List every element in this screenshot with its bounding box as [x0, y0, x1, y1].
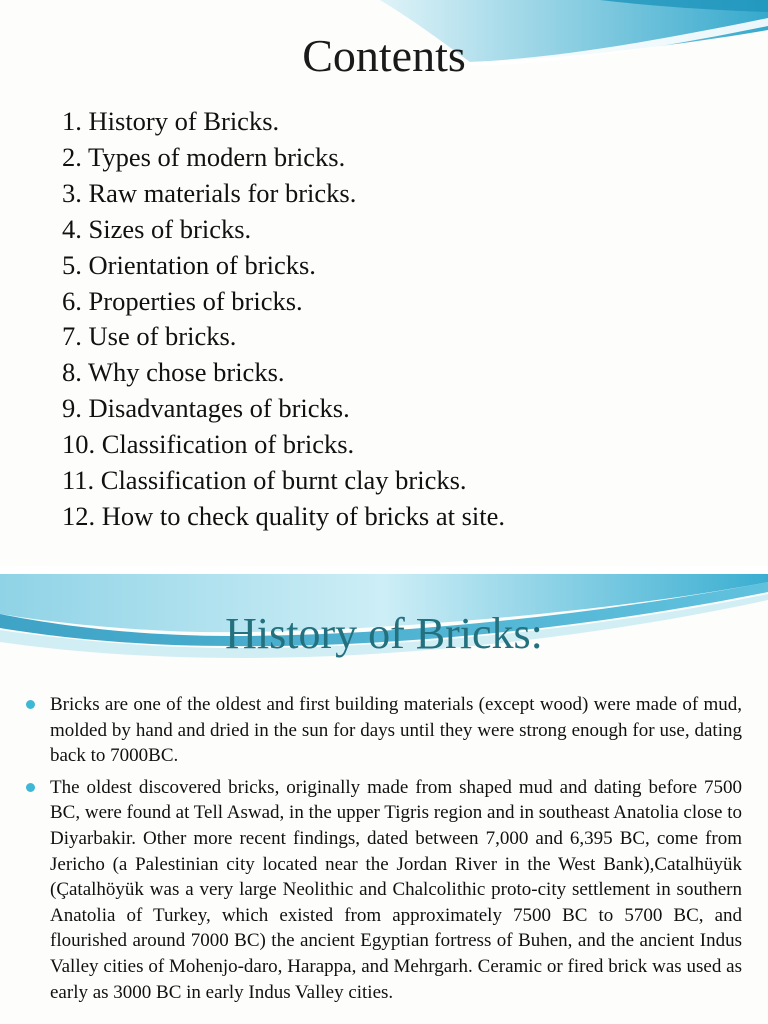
list-item: 3. Raw materials for bricks. — [62, 177, 357, 208]
list-item: 12. How to check quality of bricks at site. — [62, 500, 506, 531]
bullet-text: The oldest discovered bricks, originally made from shaped mud and dating before 7500 BC, were found at Tell Aswad, in the upper Tigris region and in southeast Anatolia close to Diyarbakir. Other more recent findings, dated between 7,000 and 6,395 BC, come from Jericho (a Palestinian city located near the Jordan River in the West Bank),Catalhüyük (Çatalhöyük was a very large Neolithic and Chalcolithic proto-city settlement in southern Anatolia of Turkey, which existed from approximately 7500 BC to 5700 BC, and flourished around 7000 BC) the ancient Egyptian fortress of Buhen, and the ancient Indus Valley cities of Mohenjo-daro, Harappa, and Mehrgarh. Ceramic or fired brick was used as early as 3000 BC in early Indus Valley cities. — [50, 776, 742, 1003]
history-bullets — [50, 692, 742, 1011]
list-item: 6. Properties of bricks. — [62, 285, 303, 316]
history-title: History of Bricks: — [225, 609, 543, 658]
list-item: 7. Use of bricks. — [62, 321, 237, 352]
list-item: 10. Classification of bricks. — [62, 429, 355, 460]
slide-divider — [0, 566, 768, 574]
bullet-dot-icon — [26, 700, 35, 709]
list-item: 9. Disadvantages of bricks. — [62, 393, 350, 424]
contents-list — [62, 104, 505, 535]
list-item: 8. Why chose bricks. — [62, 357, 285, 388]
list-item — [50, 692, 742, 769]
list-item: 11. Classification of burnt clay bricks. — [62, 465, 467, 496]
bullet-text: Bricks are one of the oldest and first building materials (except wood) were made of mud, molded by hand and dried in the sun for days until they were strong enough for use, dating back to 7000BC. — [50, 694, 742, 767]
list-item: 4. Sizes of bricks. — [62, 213, 252, 244]
bullet-dot-icon — [26, 783, 35, 792]
list-item: 2. Types of modern bricks. — [62, 141, 346, 172]
list-item: 1. History of Bricks. — [62, 106, 280, 136]
contents-title: Contents — [302, 30, 466, 81]
list-item — [50, 775, 742, 1005]
list-item: 5. Orientation of bricks. — [62, 249, 316, 280]
